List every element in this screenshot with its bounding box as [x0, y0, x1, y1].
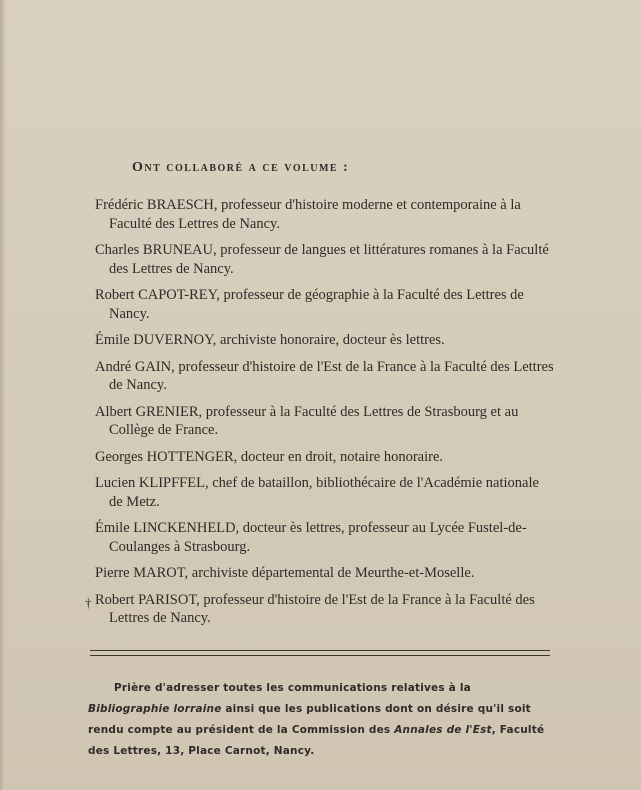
contributors-list: [85, 196, 555, 636]
notice-italic-title: Bibliographie lorraine: [88, 703, 222, 715]
contributor-description: , chef de bataillon, bibliothécaire de l'Académie nationale de Metz.: [109, 475, 539, 510]
contributor-entry: [95, 564, 555, 583]
dagger-icon: †: [85, 594, 92, 610]
page-spine-shadow: [0, 0, 6, 790]
contributor-description: , docteur ès lettres, professeur au Lycée Fustel-de-Coulanges à Strasbourg.: [109, 520, 527, 555]
contributor-description: , archiviste départemental de Meurthe-et-Moselle.: [184, 565, 475, 581]
contributor-name: Charles BRUNEAU: [95, 242, 214, 258]
notice-italic-title: Annales de l'Est: [394, 724, 492, 736]
contributor-description: , professeur d'histoire de l'Est de la France à la Faculté des Lettres de Nancy.: [109, 591, 535, 626]
contributor-entry: [95, 196, 555, 233]
contributor-entry: [95, 241, 555, 278]
contributor-description: , archiviste honoraire, docteur ès lettres.: [212, 332, 445, 348]
contributor-entry: [95, 519, 555, 556]
contributor-name: Robert PARISOT: [95, 591, 197, 608]
contributor-description: , professeur de langues et littératures romanes à la Faculté des Lettres de Nancy.: [109, 242, 549, 277]
contributor-name: André GAIN: [95, 358, 172, 375]
contributor-description: , docteur en droit, notaire honoraire.: [233, 448, 444, 465]
contributor-name: Lucien KLIPFFEL: [95, 475, 205, 491]
contributor-name: Émile LINCKENHELD: [95, 520, 236, 536]
contributor-name: Georges HOTTENGER: [95, 448, 234, 465]
contributor-entry: [95, 403, 555, 440]
contributor-description: , professeur à la Faculté des Lettres de Strasbourg et au Collège de France.: [109, 403, 519, 438]
contributor-entry: [95, 474, 555, 511]
contributor-description: , professeur de géographie à la Faculté des Lettres de Nancy.: [109, 287, 524, 322]
correspondence-notice: [88, 678, 556, 762]
contributor-entry: [85, 591, 555, 628]
contributor-description: , professeur d'histoire de l'Est de la France à la Faculté des Lettres de Nancy.: [109, 358, 554, 393]
contributor-name: Frédéric BRAESCH: [95, 197, 214, 213]
contributor-name: Robert CAPOT-REY: [95, 287, 217, 303]
notice-text: Prière d'adresser toutes les communications relatives à la: [114, 682, 471, 694]
contributor-name: Émile DUVERNOY: [95, 332, 213, 348]
contributor-entry: [95, 358, 555, 395]
notice-text: , Faculté des Lettres, 13, Place Carnot, Nancy.: [88, 724, 545, 757]
contributor-name: Pierre MAROT: [95, 565, 185, 581]
divider-rule: [90, 650, 550, 651]
notice-text: ainsi que les publications dont on désire qu'il soit rendu compte au président de la Commission des: [88, 703, 531, 736]
contributor-entry: [95, 448, 555, 467]
contributor-entry: [95, 331, 555, 350]
contributor-description: , professeur d'histoire moderne et contemporaine à la Faculté des Lettres de Nancy.: [109, 197, 521, 232]
contributor-name: Albert GRENIER: [95, 403, 199, 420]
contributors-heading: Ont collaboré a ce volume :: [132, 160, 350, 175]
contributor-entry: [95, 286, 555, 323]
divider-rule: [90, 655, 550, 656]
